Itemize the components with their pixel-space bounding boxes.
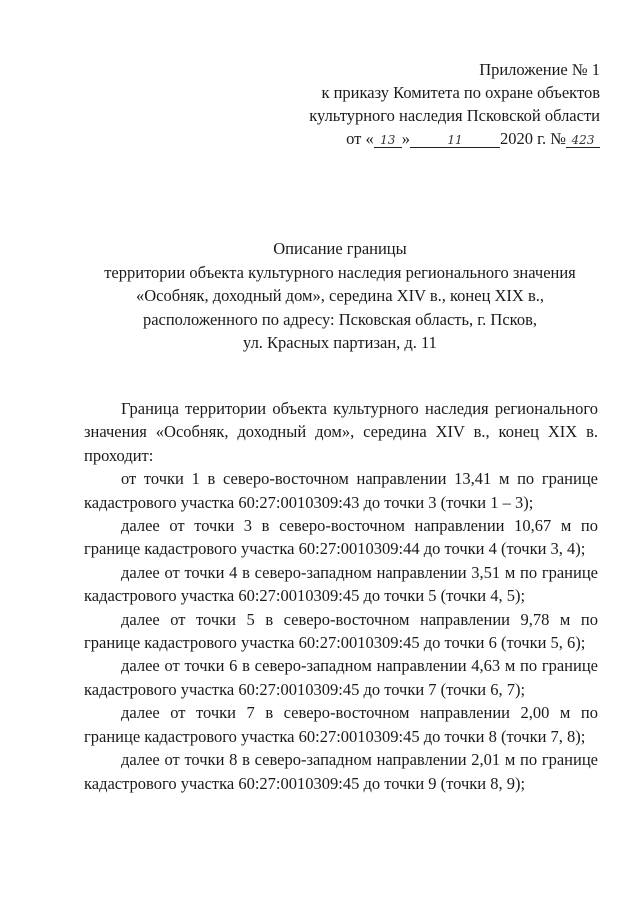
segment-paragraph: далее от точки 5 в северо-восточном направлении 9,78 м по границе кадастрового участка 60:27:0010309:45 до точки 6 (точки 5, 6); — [84, 609, 598, 653]
intro-paragraph: Граница территории объекта культурного наследия регионального значения «Особняк, доходный дом», середина XIV в., конец XIX в. проходит: — [84, 399, 598, 465]
segment-paragraph: далее от точки 8 в северо-западном направлении 2,01 м по границе кадастрового участка 60:27:0010309:45 до точки 9 (точки 8, 9); — [84, 750, 598, 793]
title-line-1: Описание границы — [273, 239, 407, 258]
document-title — [60, 237, 620, 355]
order-number-handwritten: 423 — [566, 133, 600, 148]
appendix-committee: культурного наследия Псковской области — [309, 106, 600, 125]
appendix-date-line — [280, 127, 600, 150]
appendix-title: Приложение № 1 — [479, 60, 600, 79]
segment-paragraph: далее от точки 7 в северо-восточном направлении 2,00 м по границе кадастрового участка 60:27:0010309:45 до точки 8 (точки 7, 8); — [84, 703, 598, 746]
date-prefix: от « — [346, 129, 374, 148]
segment-paragraph: далее от точки 4 в северо-западном направлении 3,51 м по границе кадастрового участка 60:27:0010309:45 до точки 5 (точки 4, 5); — [84, 562, 598, 606]
segment-paragraph: далее от точки 3 в северо-восточном направлении 10,67 м по границе кадастрового участка 60:27:0010309:44 до точки 4 (точки 3, 4); — [84, 516, 598, 559]
segment-paragraph: далее от точки 6 в северо-западном направлении 4,63 м по границе кадастрового участка 60:27:0010309:45 до точки 7 (точки 6, 7); — [84, 656, 598, 699]
appendix-order-ref: к приказу Комитета по охране объектов — [321, 83, 600, 102]
date-year: 2020 г. № — [499, 129, 566, 148]
date-mid: » — [401, 129, 410, 148]
title-line-4: расположенного по адресу: Псковская область, г. Псков, — [142, 309, 538, 329]
boundary-description — [84, 397, 598, 795]
segment-paragraph: от точки 1 в северо-восточном направлении 13,41 м по границе кадастрового участка 60:27:0010309:43 до точки 3 (точки 1 – 3); — [84, 469, 598, 512]
appendix-header — [280, 58, 600, 150]
title-line-2: территории объекта культурного наследия регионального значения — [104, 262, 576, 282]
date-day-handwritten: 13 — [374, 133, 402, 148]
title-line-3: «Особняк, доходный дом», середина XIV в., конец XIX в., — [135, 286, 545, 305]
date-month-handwritten: 11 — [410, 133, 500, 148]
title-line-5: ул. Красных партизан, д. 11 — [243, 333, 437, 352]
